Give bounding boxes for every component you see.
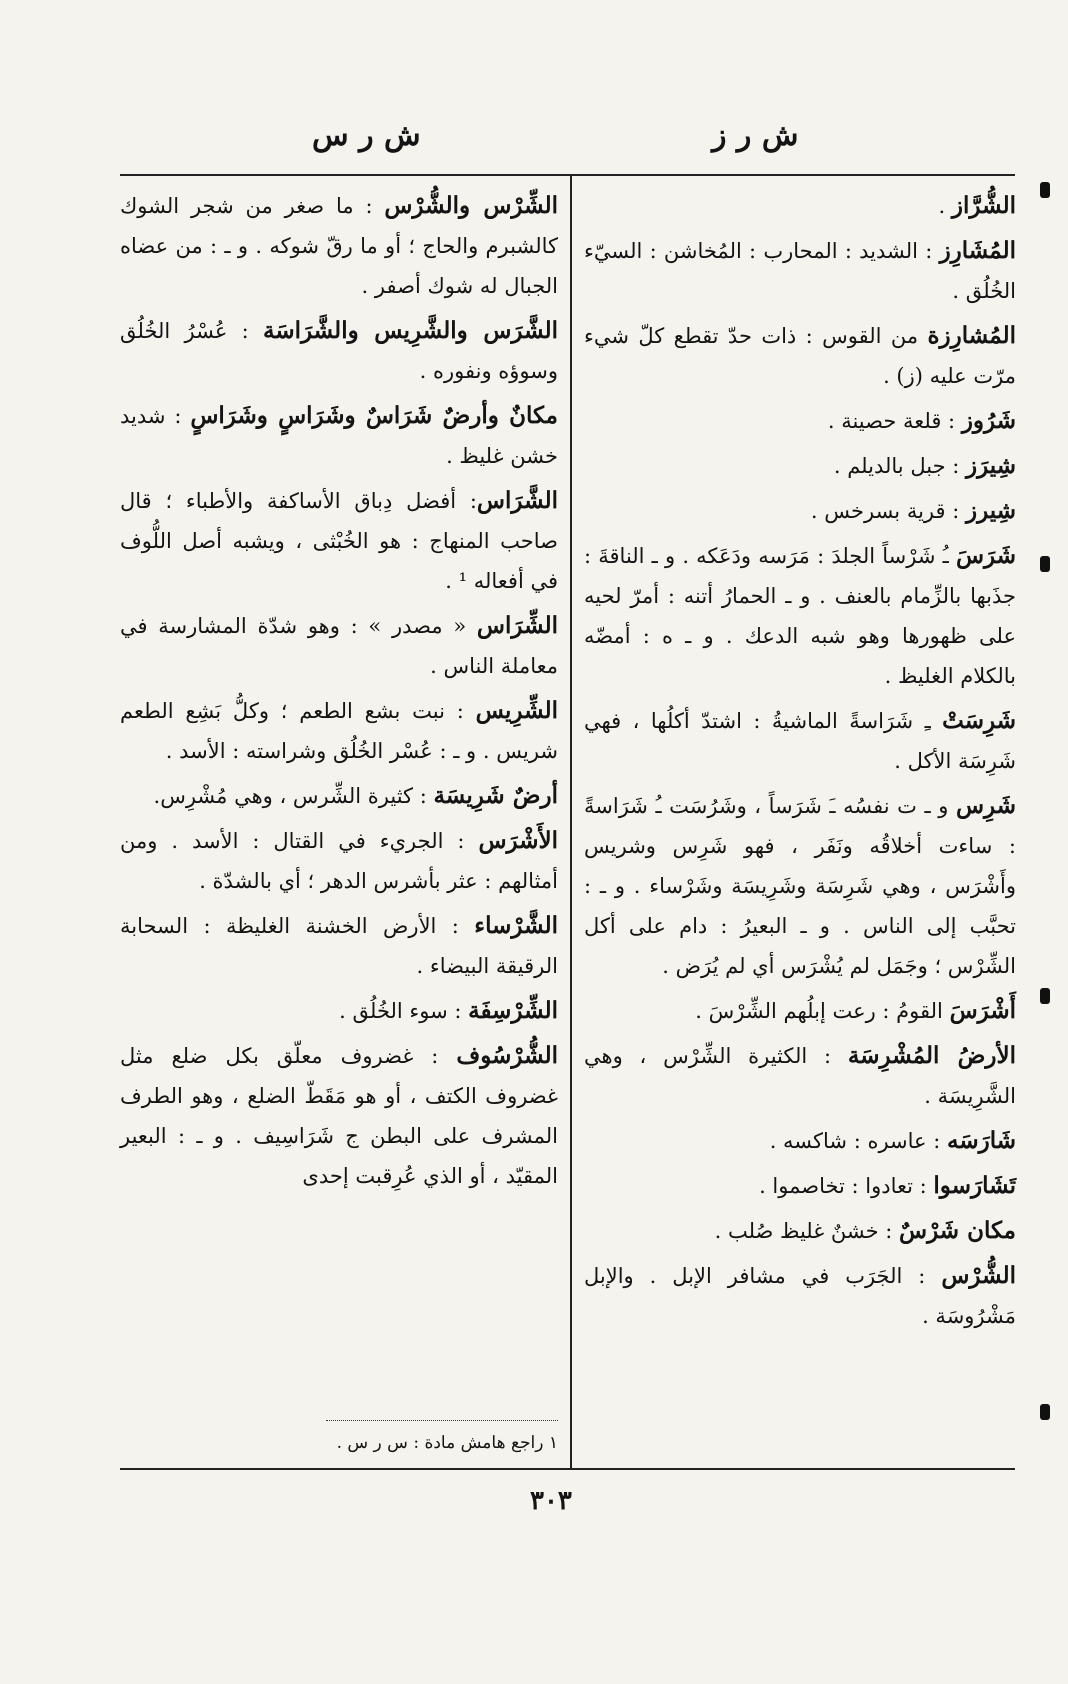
- definition: : تعادوا : تخاصموا .: [759, 1174, 934, 1198]
- left-column: [120, 186, 558, 1201]
- headword: شَرَسَ: [955, 542, 1016, 569]
- definition: : الجَرَب في مشافر الإبل . والإبل مَشْرُوسَة .: [584, 1264, 1016, 1328]
- definition: : عاسره : شاكسه .: [769, 1129, 947, 1153]
- page-number: ٣٠٣: [530, 1486, 572, 1516]
- headword: تَشَارَسوا: [933, 1172, 1016, 1199]
- dictionary-entry: [584, 1211, 1016, 1251]
- running-head-right: ش ر ز: [712, 118, 799, 153]
- margin-mark-icon: [1040, 988, 1050, 1004]
- headword: الشِّرْسِفَة: [468, 997, 558, 1024]
- definition: : عُسْرُ الخُلُق وسوؤه ونفوره .: [120, 319, 558, 383]
- headword: مكان شَرْسٌ: [899, 1217, 1016, 1244]
- headword: الشَّرَس والشَّرِيس والشَّرَاسَة: [262, 317, 559, 344]
- column-divider: [570, 176, 572, 1468]
- headword: شَارَسَه: [947, 1127, 1016, 1154]
- definition: : خشنٌ غليظ صُلب .: [714, 1219, 900, 1243]
- headword: المُشَارِز: [939, 237, 1016, 264]
- definition: : الأرض الخشنة الغليظة : السحابة الرقيقة البيضاء .: [120, 914, 558, 978]
- headword: أرضٌ شَرِيسَة: [433, 782, 558, 809]
- dictionary-entry: [584, 1036, 1016, 1116]
- definition: : ما صغر من شجر الشوك كالشبرم والحاج ؛ أو ما رقّ شوكه . و ـ : من عضاه الجبال له شوك أصفر .: [120, 194, 558, 298]
- headword: المُشارِزة: [927, 322, 1016, 349]
- definition: : نبت بشع الطعم ؛ وكلُّ بَشِع الطعم شريس . و ـ : عُسْر الخُلُق وشراسته : الأسد .: [120, 699, 558, 763]
- top-rule: [120, 174, 1015, 176]
- headword: الشُّرْس: [941, 1262, 1016, 1289]
- dictionary-entry: [584, 701, 1016, 781]
- headword: الشُّرَّاز: [951, 192, 1016, 219]
- definition: : الكثيرة الشِّرْس ، وهي الشَّرِيسَة .: [584, 1044, 1016, 1108]
- definition: « مصدر » : وهو شدّة المشارسة في معاملة الناس .: [120, 614, 558, 678]
- dictionary-entry: [584, 491, 1016, 531]
- dictionary-entry: [120, 606, 558, 686]
- dictionary-entry: [584, 991, 1016, 1031]
- headword: الشُّرْسُوف: [456, 1042, 558, 1069]
- dictionary-entry: [120, 991, 558, 1031]
- dictionary-entry: [584, 786, 1016, 986]
- dictionary-entry: [120, 186, 558, 306]
- dictionary-entry: [584, 1121, 1016, 1161]
- definition: : غضروف معلّق بكل ضلع مثل غضروف الكتف ، أو هو مَقَطّ الضلع ، وهو الطرف المشرف على البطن ج شَرَاسِيف . و ـ : البعير المقيّد ، أو الذي عُرِقبت إحدى: [120, 1044, 558, 1188]
- definition: : كثيرة الشِّرس ، وهي مُشْرِس.: [153, 784, 434, 808]
- headword: الأَشْرَس: [478, 827, 558, 854]
- dictionary-entry: [584, 536, 1016, 696]
- dictionary-entry: [584, 1256, 1016, 1336]
- margin-mark-icon: [1040, 182, 1050, 198]
- headword: الشِّرِيس: [475, 697, 558, 724]
- headword: شِيرَز: [965, 452, 1016, 479]
- headword: شِيرز: [965, 497, 1016, 524]
- definition: : الجريء في القتال : الأسد . ومن أمثالهم : عثر بأشرس الدهر ؛ أي بالشدّة .: [120, 829, 558, 893]
- definition: من القوس : ذات حدّ تقطع كلّ شيء مرّت عليه (ز) .: [584, 324, 1016, 388]
- dictionary-entry: [584, 446, 1016, 486]
- dictionary-entry: [120, 311, 558, 391]
- headword: شَرِس: [955, 792, 1016, 819]
- definition: القومُ : رعت إبلُهم الشِّرْسَ .: [695, 999, 950, 1023]
- definition: ـُ شَرْساً الجلدَ : مَرَسه ودَعَكه . و ـ الناقةَ : جذَبها بالزِّمام بالعنف . و ـ الحمارُ أتنه : أمرّ لحيه على ظهورها وهو شبه الدعك . و ـ ه : أمضّه بالكلام الغليظ .: [584, 544, 1016, 688]
- definition: : شديد خشن غليظ .: [120, 404, 558, 468]
- definition: : جبل بالديلم .: [833, 454, 966, 478]
- headword: الشَّرْساء: [474, 912, 558, 939]
- definition: : أفضل دِباق الأساكفة والأطباء ؛ قال صاحب المنهاج : هو الخُبْثى ، ويشبه أصل اللُّوف في أفعاله ¹ .: [120, 489, 558, 593]
- definition: ـِ شَرَاسةً الماشيةُ : اشتدّ أكلُها ، فهي شَرِسَة الأكل .: [584, 709, 1016, 773]
- definition: و ـ ت نفسُه ـَ شَرَساً ، وشَرُسَت ـُ شَرَاسةً : ساءت أخلاقُه ونَفَر ، فهو شَرِس وشريس وأَشْرَس ، وهي شَرِسَة وشَرِيسَة وشَرْساء . و ـ : تحبَّب إلى الناس . و ـ البعيرُ : دام على أكل الشِّرْس ؛ وجَمَل لم يُشْرَس أي لم يُرَض .: [584, 794, 1016, 978]
- bottom-rule: [120, 1468, 1015, 1470]
- headword: الشِّرْس والشُّرْس: [384, 192, 558, 219]
- dictionary-entry: [584, 316, 1016, 396]
- headword: شَرِسَتْ: [942, 707, 1016, 734]
- dictionary-entry: [584, 401, 1016, 441]
- headword: الشِّرَاس: [476, 612, 558, 639]
- dictionary-entry: [120, 396, 558, 476]
- footnote-separator: [326, 1420, 558, 1421]
- margin-mark-icon: [1040, 556, 1050, 572]
- dictionary-entry: [584, 186, 1016, 226]
- headword: الأرضُ المُشْرِسَة: [847, 1042, 1016, 1069]
- dictionary-entry: [120, 821, 558, 901]
- definition: : سوء الخُلُق .: [339, 999, 469, 1023]
- definition: : قلعة حصينة .: [827, 409, 962, 433]
- dictionary-entry: [120, 906, 558, 986]
- dictionary-entry: [120, 776, 558, 816]
- dictionary-entry: [584, 1166, 1016, 1206]
- definition: : قرية بسرخس .: [810, 499, 966, 523]
- dictionary-entry: [120, 481, 558, 601]
- definition: : الشديد : المحارب : المُخاشن : السيّء الخُلُق .: [584, 239, 1016, 303]
- running-head-left: ش ر س: [312, 118, 421, 153]
- headword: الشَّرَاس: [476, 487, 558, 514]
- footnote: ١ راجع هامش مادة : س ر س .: [336, 1433, 558, 1453]
- definition: .: [938, 194, 952, 218]
- headword: شَرُوز: [961, 407, 1016, 434]
- dictionary-entry: [120, 691, 558, 771]
- dictionary-entry: [120, 1036, 558, 1196]
- right-column: [584, 186, 1016, 1341]
- headword: مكانٌ وأرضٌ شَرَاسٌ وشَرَاسٍ وشَرَاسٍ: [190, 402, 558, 429]
- dictionary-entry: [584, 231, 1016, 311]
- headword: أَشْرَسَ: [949, 997, 1016, 1024]
- margin-mark-icon: [1040, 1404, 1050, 1420]
